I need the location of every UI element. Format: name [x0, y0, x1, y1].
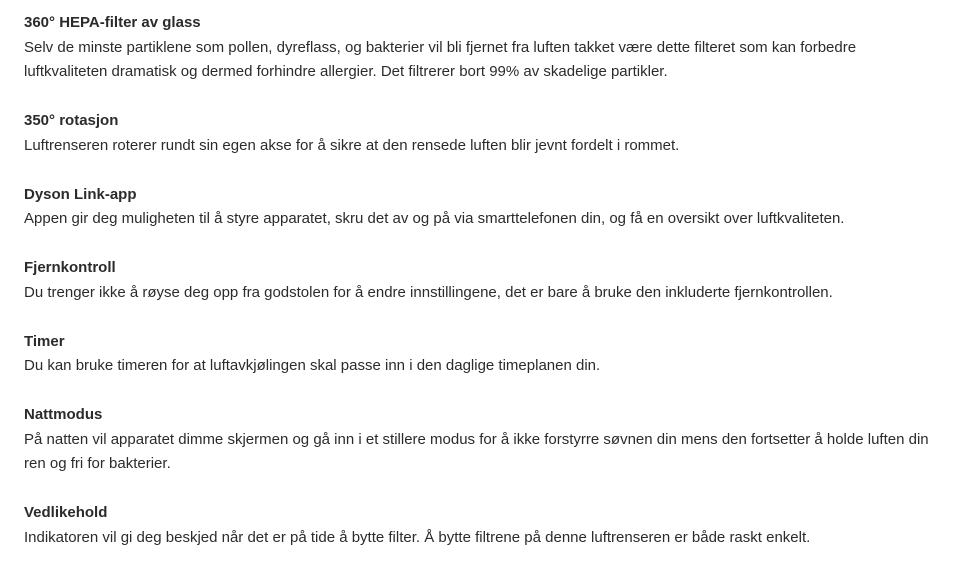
feature-description: Luftrenseren roterer rundt sin egen akse for å sikre at den rensede luften blir jevnt fordelt i rommet.: [24, 136, 680, 154]
feature-remote-control: [24, 256, 936, 305]
feature-description: Indikatoren vil gi deg beskjed når det er på tide å bytte filter. Å bytte filtrene på denne luftrenseren er både raskt enkelt.: [24, 528, 811, 546]
feature-description: Du kan bruke timeren for at luftavkjølingen skal passe inn i den daglige timeplanen din.: [24, 357, 601, 374]
feature-title: Timer: [24, 332, 65, 350]
feature-title: Dyson Link-app: [24, 185, 137, 203]
feature-title: Nattmodus: [24, 406, 103, 423]
feature-title: 350° rotasjon: [24, 112, 119, 129]
feature-hepa-filter: [24, 11, 936, 85]
feature-description: Appen gir deg muligheten til å styre apparatet, skru det av og på via smarttelefonen din, og få en oversikt over luftkvaliteten.: [24, 210, 845, 227]
feature-timer: [24, 330, 936, 379]
feature-maintenance: [24, 501, 936, 550]
feature-description: Du trenger ikke å røyse deg opp fra godstolen for å endre innstillingene, det er bare å bruke den inkluderte fjernkontrollen.: [24, 283, 833, 301]
feature-title: Fjernkontroll: [24, 259, 116, 276]
feature-night-mode: [24, 403, 936, 477]
feature-rotation: [24, 109, 936, 158]
feature-description: Selv de minste partiklene som pollen, dyreflass, og bakterier vil bli fjernet fra luften takket være dette filteret som kan forbedre luftkvaliteten dramatisk og dermed forhindre allergier. Det filtrerer bort 99% av skadelige partikler.: [24, 38, 857, 80]
feature-title: 360° HEPA-filter av glass: [24, 14, 201, 31]
feature-link-app: [24, 183, 936, 232]
feature-title: Vedlikehold: [24, 504, 108, 521]
feature-description: På natten vil apparatet dimme skjermen og gå inn i et stillere modus for å ikke forstyrre søvnen din mens den fortsetter å holde luften din ren og fri for bakterier.: [24, 430, 929, 472]
